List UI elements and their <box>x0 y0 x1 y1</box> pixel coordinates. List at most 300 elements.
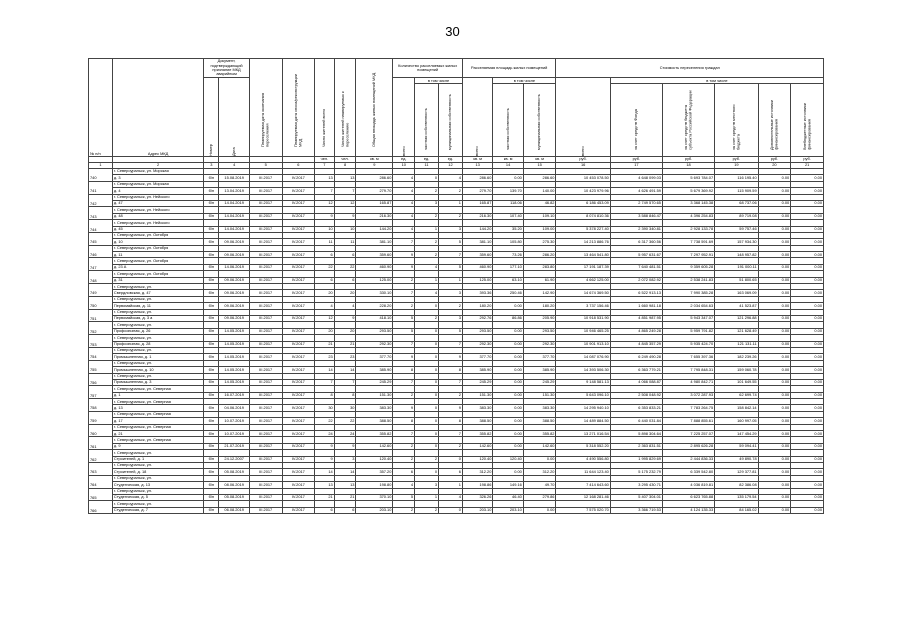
doc-date-cell: 09.06.2019 <box>219 290 249 296</box>
cost-extra2-cell: 0.00 <box>791 188 824 194</box>
cost-fund-cell: 6 522 913.13 <box>610 290 662 296</box>
cost-region-cell: 2 538 241.83 <box>662 277 714 283</box>
resettle-date-cell: III.2017 <box>249 328 282 334</box>
area-total-cell: 125.00 <box>462 277 492 283</box>
area-private-cell: 139.70 <box>493 188 523 194</box>
unit-cell: чел. <box>315 157 335 163</box>
rooms-total-cell: 7 <box>393 239 415 245</box>
rooms-private-cell: 0 <box>415 418 439 424</box>
cost-fund-cell: 6 363 779.21 <box>610 367 662 373</box>
address-line1-cell: г. Североуральск, ул. <box>112 488 203 494</box>
doc-date-cell: 14.04.2019 <box>219 226 249 232</box>
address-line2-cell: д. 11 <box>112 252 203 258</box>
doc-date-cell: 14.05.2019 <box>219 379 249 385</box>
area-total-cell: 151.30 <box>462 392 492 398</box>
cost-total-cell: 14 087 076.90 <box>556 354 610 360</box>
rooms-private-cell: 1 <box>415 277 439 283</box>
area-municipal-cell: 0.00 <box>523 507 556 513</box>
area-municipal-cell: 151.30 <box>523 392 556 398</box>
cost-local-cell: 82 386.08 <box>715 482 758 488</box>
column-number: 4 <box>219 163 249 169</box>
cost-region-cell: 9 359 605.28 <box>662 264 714 270</box>
doc-number-cell: б/н <box>204 200 219 206</box>
area-total-cell: 120.40 <box>462 456 492 462</box>
demolish-date-cell: IV.2017 <box>282 252 315 258</box>
rooms-municipal-cell: 3 <box>439 226 463 232</box>
doc-number-cell: б/н <box>204 213 219 219</box>
people-cell: 14 <box>315 367 335 373</box>
area-private-cell: 0.00 <box>493 392 523 398</box>
row-number-cell: 744 <box>89 220 113 233</box>
people-planned-cell: 3 <box>334 456 356 462</box>
column-number: 12 <box>439 163 463 169</box>
cost-region-cell: 7 990 385.28 <box>662 290 714 296</box>
unit-cell: руб. <box>791 157 824 163</box>
cost-region-cell: 7 888 855.61 <box>662 418 714 424</box>
area-cell: 330.10 <box>356 290 393 296</box>
rooms-municipal-cell: 9 <box>439 405 463 411</box>
people-planned-cell: 20 <box>334 328 356 334</box>
people-planned-cell: 6 <box>334 507 356 513</box>
resettle-date-cell: III.2017 <box>249 392 282 398</box>
people-planned-cell: 8 <box>334 392 356 398</box>
column-number: 9 <box>356 163 393 169</box>
cost-extra2-cell: 0.00 <box>791 328 824 334</box>
cost-extra-cell: 0.00 <box>758 456 791 462</box>
header-area-municipal: муниципальная собственность <box>523 84 556 157</box>
rooms-municipal-cell: 2 <box>439 188 463 194</box>
row-number-cell: 760 <box>89 424 113 437</box>
cost-fund-cell: 2 072 082.92 <box>610 277 662 283</box>
area-municipal-cell: 205.90 <box>523 315 556 321</box>
area-private-cell: 177.10 <box>493 264 523 270</box>
header-address: Адрес МКД <box>112 59 203 157</box>
doc-date-cell: 05.08.2019 <box>219 494 249 500</box>
cost-local-cell: 89 719.08 <box>715 213 758 219</box>
rooms-municipal-cell: 1 <box>439 482 463 488</box>
area-cell: 144.20 <box>356 226 393 232</box>
row-number-cell: 761 <box>89 437 113 450</box>
doc-date-cell: 14.05.2019 <box>219 328 249 334</box>
doc-date-cell: 09.06.2019 <box>219 303 249 309</box>
resettle-date-cell: III.2017 <box>249 277 282 283</box>
people-planned-cell: 9 <box>334 213 356 219</box>
resettle-date-cell: III.2017 <box>249 456 282 462</box>
people-cell: 20 <box>315 328 335 334</box>
area-total-cell: 293.50 <box>462 328 492 334</box>
people-planned-cell: 13 <box>334 482 356 488</box>
people-cell: 13 <box>315 482 335 488</box>
cost-local-cell: 121 296.88 <box>715 315 758 321</box>
rooms-private-cell: 2 <box>415 239 439 245</box>
cost-extra-cell: 0.00 <box>758 175 791 181</box>
area-total-cell: 180.20 <box>462 303 492 309</box>
doc-number-cell: б/н <box>204 379 219 385</box>
doc-date-cell: 08.06.2019 <box>219 482 249 488</box>
row-number-cell: 763 <box>89 462 113 475</box>
cost-total-cell: 4 662 125.00 <box>556 277 610 283</box>
rooms-municipal-cell: 6 <box>439 469 463 475</box>
people-planned-cell: 9 <box>334 443 356 449</box>
demolish-date-cell: IV.2017 <box>282 315 315 321</box>
address-line2-cell: д. 3 <box>112 175 203 181</box>
cost-local-cell: 158 842.14 <box>715 405 758 411</box>
header-people-planned: Число жителей планируемых к переселению <box>334 59 356 157</box>
doc-date-cell: 14.04.2019 <box>219 213 249 219</box>
rooms-total-cell: 8 <box>393 367 415 373</box>
rooms-total-cell: 8 <box>393 418 415 424</box>
resettle-date-cell: III.2017 <box>249 443 282 449</box>
doc-number-cell: б/н <box>204 226 219 232</box>
cost-local-cell: 182 239.26 <box>715 354 758 360</box>
cost-region-cell: 2 928 133.78 <box>662 226 714 232</box>
area-total-cell: 165.87 <box>462 200 492 206</box>
people-planned-cell: 7 <box>334 188 356 194</box>
rooms-total-cell: 2 <box>393 443 415 449</box>
people-cell: 9 <box>315 443 335 449</box>
address-line1-cell: г. Североуральск, ул. <box>112 322 203 328</box>
header-area-private: частная собственность <box>493 84 523 157</box>
people-cell: 4 <box>315 303 335 309</box>
demolish-date-cell: IV.2017 <box>282 469 315 475</box>
cost-extra2-cell: 0.00 <box>791 482 824 488</box>
cost-local-cell: 68 737.06 <box>715 200 758 206</box>
doc-number-cell: б/н <box>204 469 219 475</box>
row-number-cell: 755 <box>89 360 113 373</box>
header-doc-group: Документ, подтверждающий признание МКД аварийным <box>204 59 250 78</box>
people-planned-cell: 21 <box>334 494 356 500</box>
people-planned-cell: 7 <box>334 379 356 385</box>
address-line2-cell: Промышленная, д. 3 <box>112 379 203 385</box>
table-body <box>89 169 824 514</box>
area-municipal-cell: 377.70 <box>523 354 556 360</box>
row-number-cell: 747 <box>89 258 113 271</box>
rooms-total-cell: 2 <box>393 507 415 513</box>
area-private-cell: 0.00 <box>493 469 523 475</box>
area-total-cell: 279.70 <box>462 188 492 194</box>
doc-number-cell: б/н <box>204 277 219 283</box>
doc-date-cell: 16.07.2019 <box>219 392 249 398</box>
resettle-date-cell: III.2017 <box>249 290 282 296</box>
area-private-cell: 149.16 <box>493 482 523 488</box>
header-doc-number: Номер <box>204 78 219 157</box>
column-number: 3 <box>204 163 219 169</box>
cost-region-cell: 5 693 784.07 <box>662 175 714 181</box>
cost-total-cell: 3 737 156.46 <box>556 303 610 309</box>
header-cost-extra: Дополнительные источники финансирования <box>758 84 791 157</box>
rooms-municipal-cell: 2 <box>439 213 463 219</box>
column-number: 10 <box>393 163 415 169</box>
doc-date-cell: 10.07.2019 <box>219 418 249 424</box>
cost-total-cell: 14 295 940.10 <box>556 405 610 411</box>
area-total-cell: 460.90 <box>462 264 492 270</box>
area-cell: 228.20 <box>356 303 393 309</box>
cost-region-cell: 6 623 765.88 <box>662 494 714 500</box>
address-line2-cell: Промышленная, д. 10 <box>112 367 203 373</box>
cost-extra2-cell: 0.00 <box>791 290 824 296</box>
address-line1-cell: г. Североуральск, ул. Нейского <box>112 194 203 200</box>
rooms-total-cell: 9 <box>393 252 415 258</box>
resettle-date-cell: III.2017 <box>249 213 282 219</box>
area-municipal-cell: 275.30 <box>523 239 556 245</box>
cost-fund-cell: 2 363 831.51 <box>610 443 662 449</box>
doc-number-cell: б/н <box>204 175 219 181</box>
address-line1-cell: г. Североуральск, ул. <box>112 347 203 353</box>
rooms-municipal-cell: 1 <box>439 277 463 283</box>
area-total-cell: 144.20 <box>462 226 492 232</box>
address-line2-cell: д. 9 <box>112 443 203 449</box>
header-rooms-private: частная собственность <box>415 84 439 157</box>
demolish-date-cell: IV.2017 <box>282 494 315 500</box>
rooms-private-cell: 0 <box>415 175 439 181</box>
demolish-date-cell: IV.2017 <box>282 405 315 411</box>
address-line1-cell: г. Североуральск, ул. <box>112 450 203 456</box>
unit-cell: руб. <box>662 157 714 163</box>
people-cell: 6 <box>315 507 335 513</box>
cost-extra2-cell: 0.00 <box>791 315 824 321</box>
cost-extra-cell: 0.00 <box>758 264 791 270</box>
demolish-date-cell: IV.2017 <box>282 303 315 309</box>
area-municipal-cell: 142.90 <box>523 290 556 296</box>
cost-extra2-cell: 0.00 <box>791 354 824 360</box>
rooms-private-cell: 0 <box>415 431 439 437</box>
cost-fund-cell: 5 957 631.67 <box>610 252 662 258</box>
row-number-cell: 765 <box>89 488 113 501</box>
area-cell: 355.82 <box>356 431 393 437</box>
row-number-cell: 752 <box>89 322 113 335</box>
people-cell: 12 <box>315 315 335 321</box>
area-total-cell: 359.60 <box>462 252 492 258</box>
area-municipal-cell: 46.82 <box>523 200 556 206</box>
column-number: 20 <box>758 163 791 169</box>
resettle-date-cell: III.2017 <box>249 226 282 232</box>
address-line1-cell: г. Североуральск, ул. <box>112 309 203 315</box>
cost-local-cell: 148 957.82 <box>715 252 758 258</box>
people-cell: 13 <box>315 175 335 181</box>
header-resettle-date: Планируемая дата окончания переселения <box>249 59 282 157</box>
row-number-cell: 748 <box>89 271 113 284</box>
people-cell: 30 <box>315 405 335 411</box>
cost-local-cell: 84 165.02 <box>715 507 758 513</box>
area-total-cell: 385.90 <box>462 367 492 373</box>
cost-total-cell: 6 186 453.09 <box>556 200 610 206</box>
area-private-cell: 73.26 <box>493 252 523 258</box>
doc-number-cell: б/н <box>204 328 219 334</box>
header-rooms-total: всего <box>393 78 415 157</box>
people-planned-cell: 22 <box>334 264 356 270</box>
area-cell: 120.40 <box>356 456 393 462</box>
area-municipal-cell: 61.90 <box>523 277 556 283</box>
people-planned-cell: 6 <box>334 252 356 258</box>
resettle-date-cell: III.2017 <box>249 431 282 437</box>
people-planned-cell: 4 <box>334 303 356 309</box>
cost-region-cell: 5 935 424.70 <box>662 341 714 347</box>
cost-total-cell: 10 946 465.25 <box>556 328 610 334</box>
cost-extra2-cell: 0.00 <box>791 431 824 437</box>
header-area: Общая площадь жилых помещений МКД <box>356 59 393 157</box>
row-number-cell: 758 <box>89 399 113 412</box>
people-planned-cell: 14 <box>334 367 356 373</box>
area-municipal-cell: 286.60 <box>523 175 556 181</box>
row-number-cell: 764 <box>89 475 113 488</box>
area-municipal-cell: 109.00 <box>523 226 556 232</box>
area-cell: 165.87 <box>356 200 393 206</box>
rooms-municipal-cell: 3 <box>439 315 463 321</box>
rooms-municipal-cell: 5 <box>439 328 463 334</box>
people-planned-cell: 6 <box>334 277 356 283</box>
area-municipal-cell: 383.30 <box>523 405 556 411</box>
address-line2-cell: Промышленная, д. 1 <box>112 354 203 360</box>
doc-date-cell: 05.08.2019 <box>219 469 249 475</box>
area-cell: 203.10 <box>356 507 393 513</box>
cost-region-cell: 4 396 254.83 <box>662 213 714 219</box>
address-line2-cell: д. 23 А <box>112 264 203 270</box>
cost-local-cell: 41 523.87 <box>715 303 758 309</box>
address-line1-cell: г. Североуральск, ул. Октября <box>112 245 203 251</box>
cost-fund-cell: 6 353 833.21 <box>610 405 662 411</box>
area-total-cell: 216.30 <box>462 213 492 219</box>
row-number-cell: 762 <box>89 450 113 463</box>
cost-region-cell: 7 297 952.91 <box>662 252 714 258</box>
cost-total-cell: 13 464 541.80 <box>556 252 610 258</box>
area-cell: 377.70 <box>356 354 393 360</box>
resettle-date-cell: III.2017 <box>249 482 282 488</box>
people-cell: 21 <box>315 341 335 347</box>
cost-region-cell: 2 895 626.28 <box>662 443 714 449</box>
area-total-cell: 142.60 <box>462 443 492 449</box>
row-number-cell: 745 <box>89 232 113 245</box>
address-line1-cell: г. Североуральск, ул. Октября <box>112 232 203 238</box>
area-private-cell: 0.00 <box>493 303 523 309</box>
address-line1-cell: г. Североуральск, ул. <box>112 296 203 302</box>
demolish-date-cell: IV.2017 <box>282 188 315 194</box>
cost-fund-cell: 5 898 304.64 <box>610 431 662 437</box>
resettle-date-cell: III.2017 <box>249 405 282 411</box>
unit-cell: кв. м <box>493 157 523 163</box>
area-total-cell: 245.29 <box>462 379 492 385</box>
cost-extra-cell: 0.00 <box>758 405 791 411</box>
rooms-private-cell: 1 <box>415 494 439 500</box>
doc-date-cell: 09.06.2019 <box>219 239 249 245</box>
cost-extra-cell: 0.00 <box>758 290 791 296</box>
cost-total-cell: 14 213 886.76 <box>556 239 610 245</box>
area-cell: 216.30 <box>356 213 393 219</box>
area-municipal-cell: 355.82 <box>523 431 556 437</box>
cost-fund-cell: 6 249 490.28 <box>610 354 662 360</box>
cost-extra-cell: 0.00 <box>758 239 791 245</box>
cost-extra2-cell: 0.00 <box>791 175 824 181</box>
address-line1-cell: г. Североуральск, ул. <box>112 462 203 468</box>
cost-extra-cell: 0.00 <box>758 443 791 449</box>
demolish-date-cell: IV.2017 <box>282 200 315 206</box>
area-private-cell: 0.00 <box>493 175 523 181</box>
doc-number-cell: б/н <box>204 405 219 411</box>
area-cell: 385.90 <box>356 367 393 373</box>
address-line1-cell: г. Североуральск, ул. Северная <box>112 437 203 443</box>
address-line2-cell: д. 1 <box>112 392 203 398</box>
cost-extra-cell: 0.00 <box>758 252 791 258</box>
row-number-cell: 751 <box>89 309 113 322</box>
area-total-cell: 286.60 <box>462 175 492 181</box>
address-line1-cell: г. Североуральск, ул. Октября <box>112 258 203 264</box>
area-private-cell: 0.00 <box>493 443 523 449</box>
rooms-private-cell: 4 <box>415 264 439 270</box>
area-cell: 383.30 <box>356 405 393 411</box>
cost-extra-cell: 0.00 <box>758 277 791 283</box>
address-line1-cell: г. Североуральск, ул. <box>112 373 203 379</box>
cost-region-cell: 5 679 369.92 <box>662 188 714 194</box>
people-planned-cell: 10 <box>334 226 356 232</box>
rooms-total-cell: 4 <box>393 213 415 219</box>
cost-extra-cell: 0.00 <box>758 469 791 475</box>
area-total-cell: 383.30 <box>462 405 492 411</box>
header-no: № п/п <box>89 59 113 157</box>
address-line1-cell: г. Североуральск, ул. <box>112 360 203 366</box>
rooms-private-cell: 4 <box>415 290 439 296</box>
demolish-date-cell: IV.2017 <box>282 175 315 181</box>
cost-fund-cell: 4 066 088.87 <box>610 379 662 385</box>
area-cell: 418.10 <box>356 315 393 321</box>
rooms-municipal-cell: 3 <box>439 290 463 296</box>
people-planned-cell: 21 <box>334 341 356 347</box>
header-people: Число жителей всего <box>315 59 335 157</box>
cost-region-cell: 7 225 257.07 <box>662 431 714 437</box>
column-number: 15 <box>523 163 556 169</box>
area-cell: 279.70 <box>356 188 393 194</box>
rooms-municipal-cell: 7 <box>439 379 463 385</box>
doc-date-cell: 06.08.2019 <box>219 507 249 513</box>
resettle-date-cell: III.2017 <box>249 264 282 270</box>
area-municipal-cell: 49.70 <box>523 482 556 488</box>
rooms-total-cell: 9 <box>393 354 415 360</box>
address-line2-cell: д. 4 <box>112 188 203 194</box>
address-line2-cell: Профсоюзная, д. 28 <box>112 341 203 347</box>
cost-local-cell: 101 649.55 <box>715 379 758 385</box>
cost-fund-cell: 2 749 570.65 <box>610 200 662 206</box>
area-total-cell: 312.20 <box>462 469 492 475</box>
cost-region-cell: 6 339 542.80 <box>662 469 714 475</box>
resettle-date-cell: III.2017 <box>249 239 282 245</box>
people-cell: 23 <box>315 354 335 360</box>
column-number: 16 <box>556 163 610 169</box>
cost-total-cell: 12 168 281.46 <box>556 494 610 500</box>
people-planned-cell: 14 <box>334 469 356 475</box>
cost-total-cell: 5 378 227.40 <box>556 226 610 232</box>
cost-extra2-cell: 0.00 <box>791 392 824 398</box>
resettle-date-cell: III.2017 <box>249 379 282 385</box>
resettle-date-cell: III.2017 <box>249 315 282 321</box>
doc-number-cell: б/н <box>204 188 219 194</box>
address-line2-cell: Профсоюзная, д. 26 <box>112 328 203 334</box>
area-private-cell: 107.40 <box>493 213 523 219</box>
area-cell: 245.29 <box>356 379 393 385</box>
cost-extra-cell: 0.00 <box>758 188 791 194</box>
cost-extra-cell: 0.00 <box>758 507 791 513</box>
cost-total-cell: 13 271 016.54 <box>556 431 610 437</box>
people-cell: 6 <box>315 277 335 283</box>
rooms-private-cell: 0 <box>415 367 439 373</box>
people-cell: 6 <box>315 252 335 258</box>
resettle-date-cell: III.2017 <box>249 507 282 513</box>
address-line1-cell: г. Североуральск, ул. Морская <box>112 181 203 187</box>
people-cell: 9 <box>315 213 335 219</box>
area-total-cell: 393.36 <box>462 290 492 296</box>
address-line2-cell: д. 45 <box>112 226 203 232</box>
address-line1-cell: г. Североуральск, ул. Северная <box>112 386 203 392</box>
rooms-municipal-cell: 7 <box>439 341 463 347</box>
cost-local-cell: 115 909.59 <box>715 188 758 194</box>
cost-region-cell: 2 444 836.33 <box>662 456 714 462</box>
